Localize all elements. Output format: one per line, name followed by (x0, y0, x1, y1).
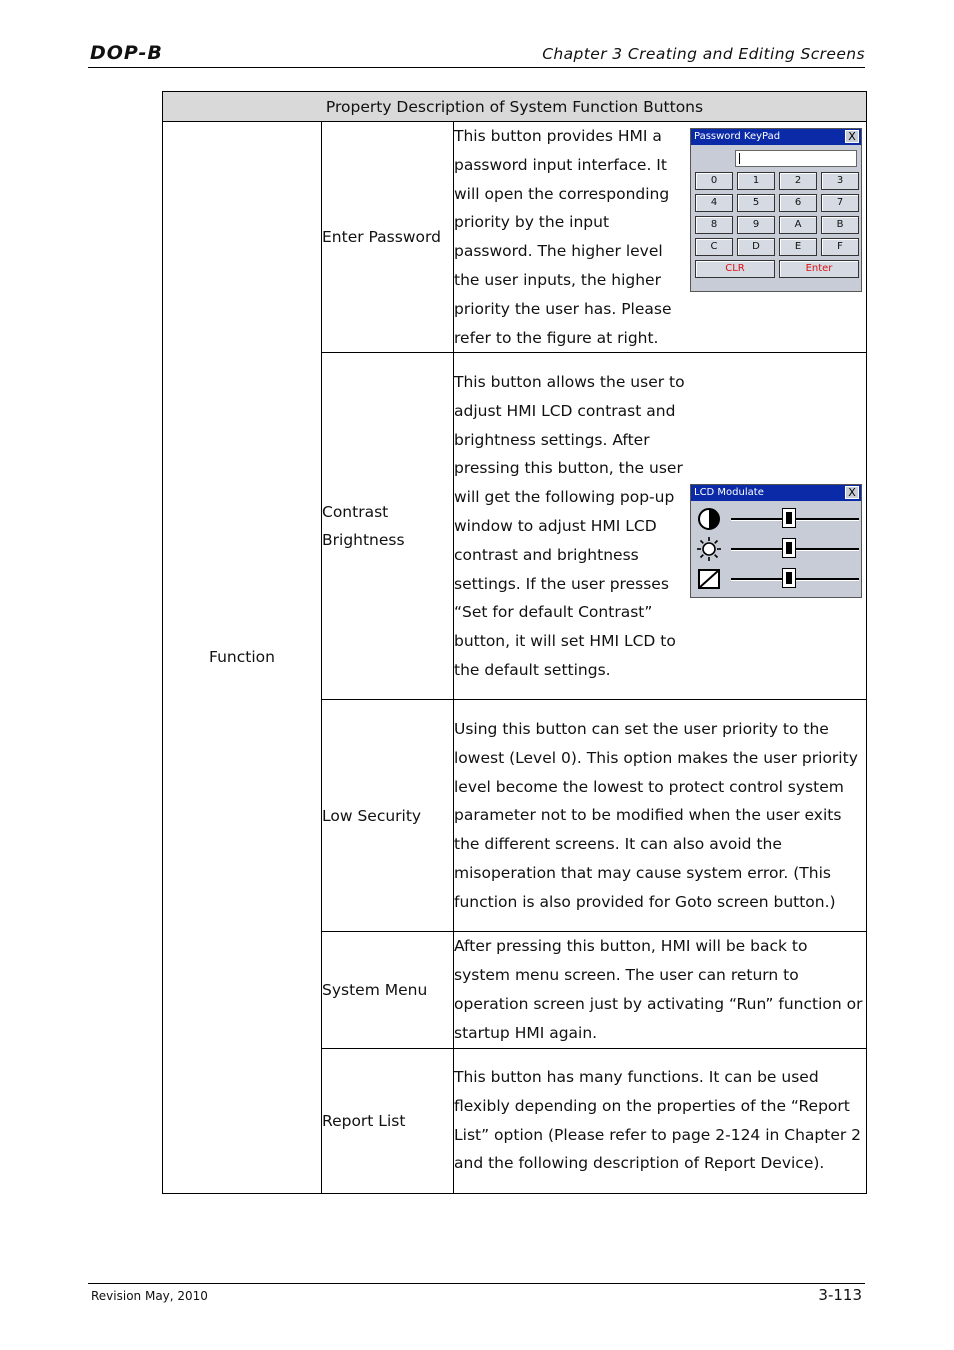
description-text: After pressing this button, HMI will be back to system menu screen. The user can return to operation screen just by activating “Run” function or startup HMI again. (454, 932, 867, 1048)
description-cell (454, 353, 867, 700)
close-icon: X (845, 486, 859, 499)
description-text: This button provides HMI a password input interface. It will open the corresponding priority by the input password. The higher level the user inputs, the higher priority the user has. Please refer to the figure at right. (454, 127, 672, 347)
backlight-slider-thumb (782, 568, 796, 588)
property-enter-password: Enter Password (322, 122, 454, 353)
property-line: Contrast (322, 503, 389, 522)
category-cell: Function (163, 122, 322, 1194)
enter-key: Enter (779, 260, 859, 278)
keypad-action-keys (695, 260, 859, 278)
key-f: F (821, 238, 859, 256)
description-text: This button has many functions. It can be used flexibly depending on the properties of the “Report List” option (Please refer to page 2-124 in Chapter 2 and the following description of Report Device). (454, 1048, 867, 1193)
brightness-sun-icon (697, 537, 721, 561)
key-6: 6 (779, 194, 817, 212)
keypad-keys (695, 172, 859, 256)
table-title: Property Description of System Function Buttons (163, 92, 867, 122)
password-keypad-figure (690, 128, 862, 292)
keypad-titlebar (691, 129, 861, 145)
lcd-modulate-figure (690, 484, 862, 598)
backlight-icon (697, 567, 721, 591)
page-footer (88, 1283, 865, 1304)
key-a: A (779, 216, 817, 234)
brightness-slider-row (695, 535, 859, 563)
key-9: 9 (737, 216, 775, 234)
lcd-title: LCD Modulate (694, 486, 764, 498)
property-contrast-brightness (322, 353, 454, 700)
dop-b-logo: DOP-B (90, 42, 163, 64)
key-e: E (779, 238, 817, 256)
description-text: Using this button can set the user priority to the lowest (Level 0). This option makes the user priority level become the lowest to protect control system parameter not to be modified when the user exits the different screens. It can also avoid the misoperation that may cause system error. (This function is also provided for Goto screen button.) (454, 700, 867, 932)
description-cell (454, 122, 867, 353)
contrast-icon (697, 507, 721, 531)
close-icon: X (845, 130, 859, 143)
property-table (162, 91, 867, 1194)
key-d: D (737, 238, 775, 256)
key-b: B (821, 216, 859, 234)
page-number: 3-113 (818, 1286, 862, 1304)
property-low-security: Low Security (322, 700, 454, 932)
backlight-slider-row (695, 565, 859, 593)
property-report-list: Report List (322, 1048, 454, 1193)
key-8: 8 (695, 216, 733, 234)
keypad-title: Password KeyPad (694, 131, 781, 142)
key-2: 2 (779, 172, 817, 190)
key-4: 4 (695, 194, 733, 212)
key-0: 0 (695, 172, 733, 190)
chapter-title: Chapter 3 Creating and Editing Screens (542, 45, 865, 63)
key-1: 1 (737, 172, 775, 190)
key-7: 7 (821, 194, 859, 212)
contrast-slider-thumb (782, 508, 796, 528)
table-row (163, 122, 867, 353)
page-header (88, 40, 865, 68)
lcd-titlebar (691, 485, 861, 501)
key-c: C (695, 238, 733, 256)
description-text: This button allows the user to adjust HMI LCD contrast and brightness settings. After pressing this button, the user will get the following pop-up window to adjust HMI LCD contrast and brightness settings. If the user presses “Set for default Contrast” button, it will set HMI LCD to the default settings. (454, 372, 685, 679)
clr-key: CLR (695, 260, 775, 278)
password-field (735, 150, 857, 167)
property-system-menu: System Menu (322, 932, 454, 1048)
contrast-slider-row (695, 505, 859, 533)
key-3: 3 (821, 172, 859, 190)
revision-date: Revision May, 2010 (91, 1289, 208, 1303)
brightness-slider-thumb (782, 538, 796, 558)
key-5: 5 (737, 194, 775, 212)
property-line: Brightness (322, 531, 405, 550)
